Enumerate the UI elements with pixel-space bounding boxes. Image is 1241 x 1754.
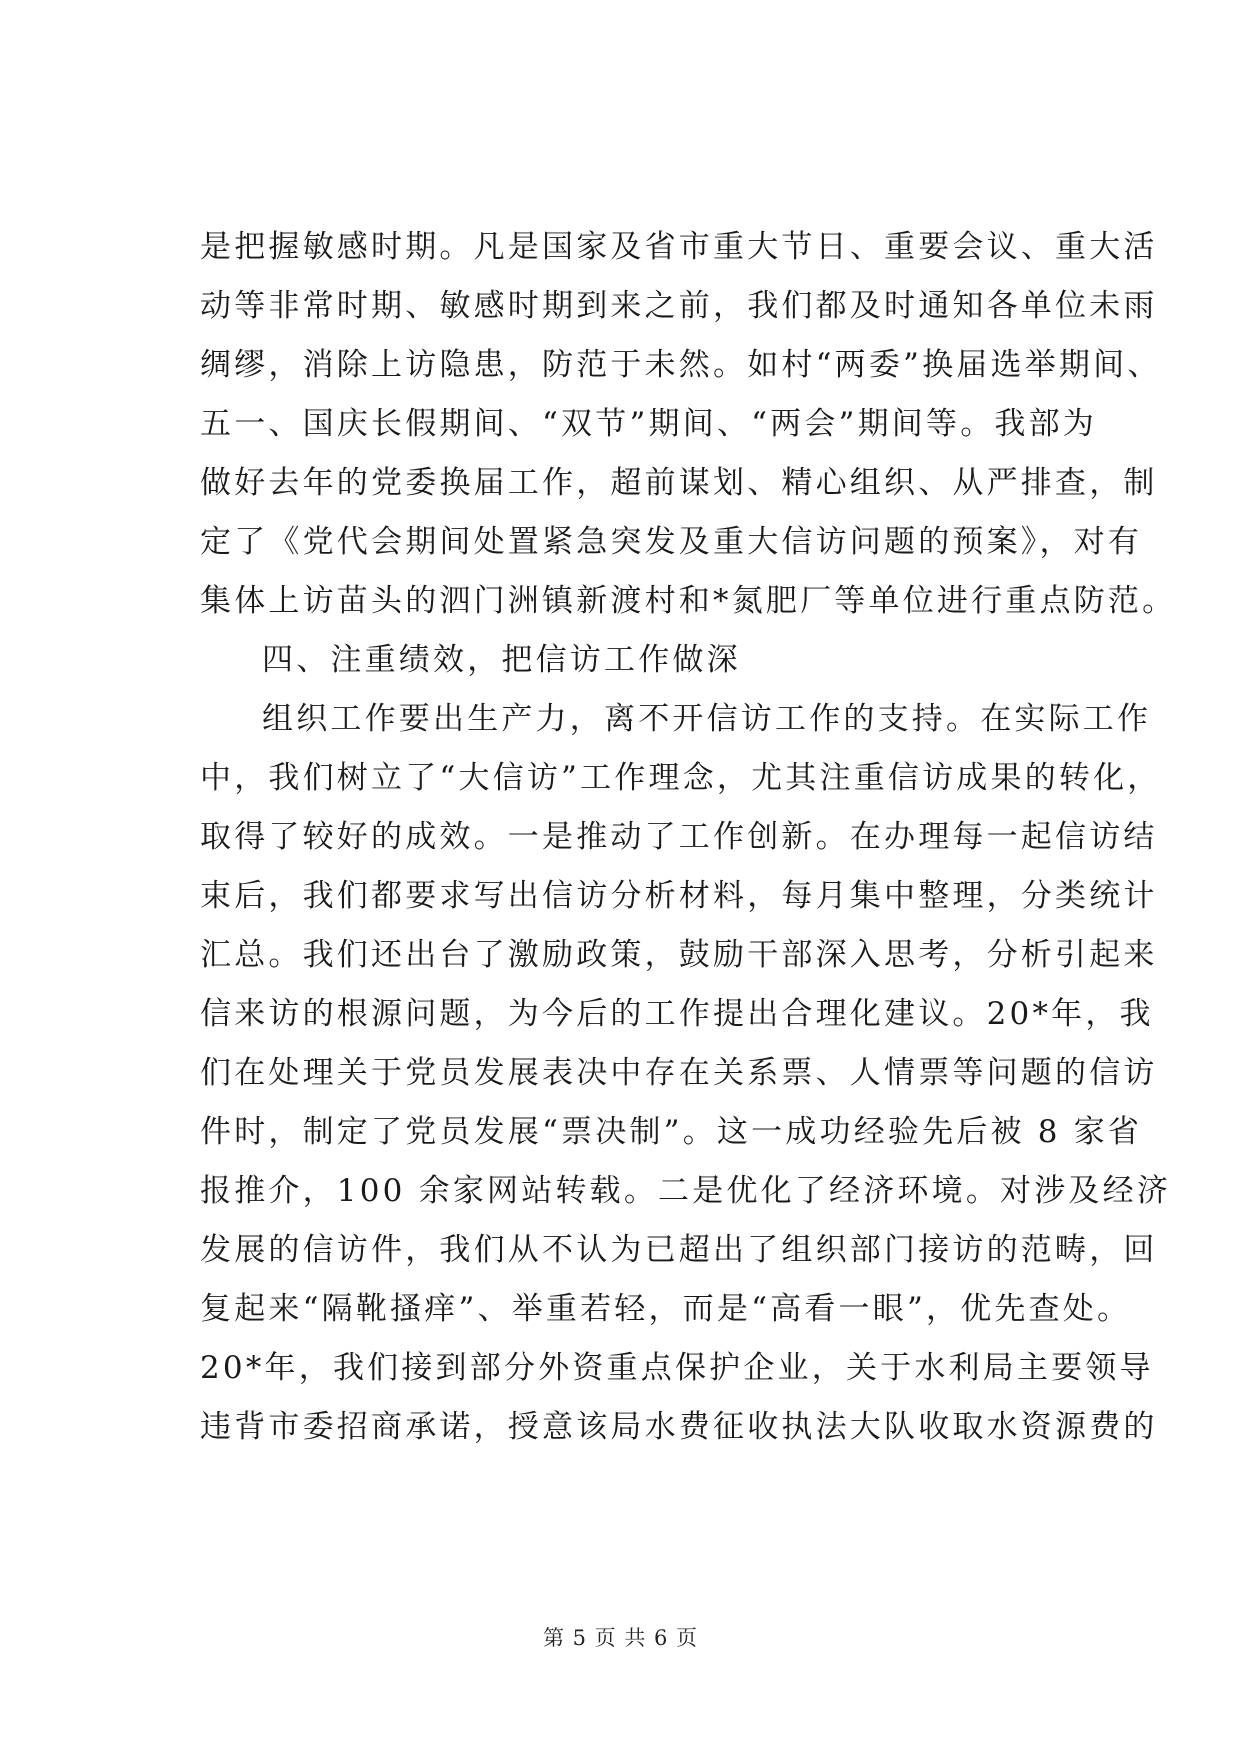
text-line: 20*年，我们接到部分外资重点保护企业，关于水利局主要领导 [200,1350,1154,1386]
text-line: 汇总。我们还出台了激励政策，鼓励干部深入思考，分析引起来 [200,937,1158,973]
paragraph-first-line: 组织工作要出生产力，离不开信访工作的支持。在实际工作 [262,701,1152,737]
text-line: 动等非常时期、敏感时期到来之前，我们都及时通知各单位未雨 [200,288,1158,324]
text-line: 定了《党代会期间处置紧急突发及重大信访问题的预案》，对有 [200,524,1143,560]
text-line: 们在处理关于党员发展表决中存在关系票、人情票等问题的信访 [200,1055,1158,1091]
text-line: 取得了较好的成效。一是推动了工作创新。在办理每一起信访结 [200,819,1158,855]
text-line: 绸缪，消除上访隐患，防范于未然。如村“两委”换届选举期间、 [200,347,1162,383]
text-line: 做好去年的党委换届工作，超前谋划、精心组织、从严排查，制 [200,465,1158,501]
text-line: 报推介，100 余家网站转载。二是优化了经济环境。对涉及经济 [200,1173,1172,1209]
text-line: 发展的信访件，我们从不认为已超出了组织部门接访的范畴，回 [200,1232,1158,1268]
text-line: 违背市委招商承诺，授意该局水费征收执法大队收取水资源费的 [200,1409,1158,1445]
page-footer: 第 5 页 共 6 页 [542,1626,699,1650]
text-line: 中，我们树立了“大信访”工作理念，尤其注重信访成果的转化， [200,760,1162,796]
text-line: 件时，制定了党员发展“票决制”。这一成功经验先后被 8 家省 [200,1114,1143,1150]
text-line: 集体上访苗头的泗门洲镇新渡村和*氮肥厂等单位进行重点防范。 [200,583,1177,619]
body-text [200,218,1177,1457]
text-line: 信来访的根源问题，为今后的工作提出合理化建议。20*年，我 [200,996,1154,1032]
text-line: 是把握敏感时期。凡是国家及省市重大节日、重要会议、重大活 [200,229,1158,265]
text-line: 复起来“隔靴搔痒”、举重若轻，而是“高看一眼”，优先查处。 [200,1291,1132,1327]
section-heading: 四、注重绩效，把信访工作做深 [262,642,741,678]
text-line: 束后，我们都要求写出信访分析材料，每月集中整理，分类统计 [200,878,1158,914]
text-line: 五一、国庆长假期间、“双节”期间、“两会”期间等。我部为 [200,406,1097,442]
